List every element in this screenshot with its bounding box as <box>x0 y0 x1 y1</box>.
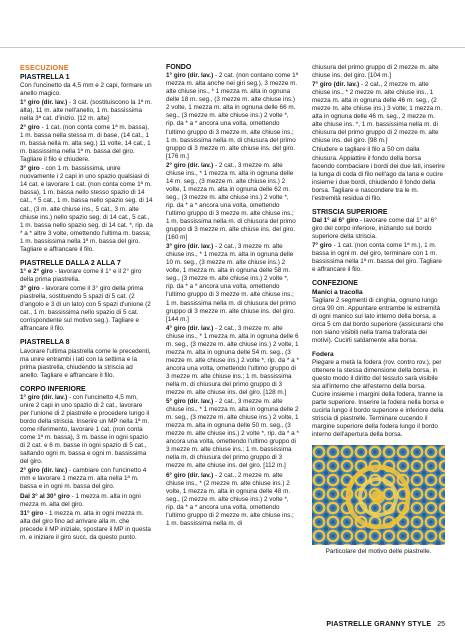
round-label: 1° giro (dir. lav.) <box>20 98 68 106</box>
paragraph: 4° giro (dir. lav.) - 2 cat., 3 mezze m. alte chiuse ins., * 1 mezza m. alta in ognuna delle 6 m. seg., (3 mezze m. alte chiuse ins.) 2 volte, 1 mezza m. alta in ognuna delle 54 m. seg., (3 mezze m. alte chiuse ins.) 2 volte *, rip. da * a * ancora una volta, omettendo l'ultimo gruppo di 3 mezze m. alte chiuse ins.; 1 m. bassissima nella m. di chiusura del primo gruppo di 3 mezze m. alte chiuse ins. del giro. [128 m.] <box>166 324 299 397</box>
round-label: 4° giro (dir. lav.) <box>166 324 214 332</box>
heading-piastrella-1: PIASTRELLA 1 <box>20 73 70 81</box>
article-columns <box>20 64 445 612</box>
paragraph: Piegare a metà la fodera (rov. contro rov.), per ottenere la stessa dimensione della borsa, in questo modo il diritto del tessuto sarà visibile sia all'interno che all'esterno della borsa. Cucire insieme i margini della fodera, tranne la parte superiore. Inserire la fodera nella borsa e cucirla lungo il bordo superiore e inferiore della striscia di piastrelle. Terminare cucendo il margine superiore della fodera lungo il bordo interno dell'apertura della borsa. <box>312 358 444 439</box>
round-label: Dal 1° al 6° giro <box>312 217 359 224</box>
paragraph: 3° giro - lavorare come il 3° giro della prima piastrella, sostituendo 5 spazi di 5 cat. (2 d'angolo e 3 di un lato) con 5 spazi d'unione (2 cat., 1 m. bassissima nello spazio di 5 cat. corrispondente sul motivo seg.). Tagliare e affrancare il filo. <box>20 285 151 333</box>
page-number: 25 <box>437 621 445 628</box>
page-footer <box>326 621 445 629</box>
footer-title: PIASTRELLE GRANNY STYLE <box>326 621 432 628</box>
round-label: 7° giro (dir. lav.) <box>312 81 360 89</box>
heading-fondo: FONDO <box>166 64 192 71</box>
paragraph: Tagliare 2 segmenti di cinghia, ognuno lungo circa 90 cm. Appuntare entrambe le estremità di ogni manico sul lato interno della borsa, a circa 5 cm dal bordo superiore (assicurarsi che non siano visibili nella trama traforata dei motivi). Cucirli saldamente alla borsa. <box>312 296 444 344</box>
round-label: 3° giro (dir. lav.) <box>166 243 214 251</box>
paragraph: chiusura del primo gruppo di 2 mezze m. alte chiuse ins. del giro. [104 m.] <box>312 64 439 80</box>
round-label: Dal 3° al 30° giro <box>20 492 70 500</box>
round-label: 31° giro <box>20 509 44 517</box>
paragraph: 2° giro (dir. lav.) - 2 cat., 3 mezze m. alte chiuse ins., * 1 mezza m. alta in ognuna delle 14 m. seg., (3 mezze m. alte chiuse ins.) 2 volte, 1 mezza m. alta in ognuna delle 62 m. seg., (3 mezze m. alte chiuse ins.) 2 volte *, rip. da * a * ancora una volta, omettendo l'ultimo gruppo di 3 mezze m. alte chiuse ins.; 1 m. bassissima nella m. di chiusura del primo gruppo di 3 mezze m. alte chiuse ins. del giro. [160 m] <box>166 161 296 242</box>
top-rule <box>0 47 465 48</box>
paragraph: 3° giro (dir. lav.) - 2 cat., 3 mezze m. alte chiuse ins., * 1 mezza m. alta in ognuna delle 10 m. seg., (3 mezze m. alte chiuse ins.) 2 volte, 1 mezza m. alta in ognuna delle 58 m. seg., (3 mezze m. alte chiuse ins.) 2 volte *, rip. da * a * ancora una volta, omettendo l'ultimo gruppo di 3 mezze m. alte chiuse ins.; 1 m. bassissima nella m. di chiusura del primo gruppo di 3 mezze m. alte chiuse ins. del giro. [144 m.] <box>166 243 296 323</box>
paragraph: Con l'uncinetto da 4,5 mm e 2 capi, formare un anello magico. <box>20 81 152 97</box>
paragraph: 5° giro (dir. lav.) - 2 cat., 3 mezze m. alte chiuse ins., * 1 mezza m. alta in ognuna delle 2 m. seg., (3 mezze m. alte chiuse ins.) 2 volte, 1 mezza m. alta in ognuna delle 50 m. seg., (3 mezze m. alte chiuse ins.) 2 volte *, rip. da * a * ancora una volta, omettendo l'ultimo gruppo di 3 mezze m. alte chiuse ins.; 1 m. bassissima nella m. di chiusura del primo gruppo di 3 mezze m. alte chiuse ins. del giro. [112 m.] <box>166 398 299 470</box>
round-label: 3° giro <box>20 285 40 293</box>
section-heading: ESECUZIONE <box>20 64 69 72</box>
paragraph: 7° giro - 1 cat. (non conta come 1ª m.), 1 m. bassa in ogni m. del giro, terminare con 1 m. bassissima nella 1ª m. bassa del giro. Tagliare e affrancare il filo. <box>312 242 442 274</box>
photo-caption: Particolare del motivo delle piastrelle. <box>325 548 432 556</box>
round-label: 1° giro (dir. lav.) <box>20 393 68 401</box>
paragraph: 7° giro (dir. lav.) - 2 cat., 2 mezze m. alte chiuse ins., * 2 mezze m. alte chiuse ins., 1 mezza m. alta in ognuna delle 46 m. seg., (2 mezze m. alte chiuse ins.) 3 volte; 1 mezza m. alta in ognuna delle 46 m. seg., 2 mezze m. alte chiuse ins. *, 1 m. bassissima nella m. di chiusura del primo gruppo di 2 mezze m. alte chiuse ins. del giro. [98 m.] <box>312 81 443 145</box>
paragraph: 1° e 2° giro - lavorare come il 1° e il 2° giro della prima piastrella. <box>20 267 142 284</box>
round-label: 1° giro (dir. lav.) <box>166 72 214 80</box>
column-1 <box>20 64 153 612</box>
paragraph: Dal 3° al 30° giro - 1 mezza m. alta in ogni mezza m. alta del giro. <box>20 492 141 508</box>
heading-piastrelle-2-7: PIASTRELLE DALLA 2 ALLA 7 <box>20 259 121 267</box>
heading-confezione: CONFEZIONE <box>312 280 358 288</box>
paragraph: 1° giro (dir. lav.) - 3 cat. (sostituiscono la 1ª m. alta), 11 m. alte nell'anello, 1 m. bassissima nella 3ª cat. d'inizio. [12 m. alte] <box>20 98 153 122</box>
paragraph: 2° giro (dir. lav.) - cambiare con l'uncinetto 4 mm e lavorare 1 mezza m. alta nella 1ª m. bassa e in ogni m. bassa del giro. <box>20 467 147 491</box>
paragraph: 3° giro - con 1 m. bassissima, unire nuovamente i 2 capi in uno spazio qualsiasi di 14 cat. e lavorare 1 cat. (non conta come 1ª m. bassa), 1 m. bassa nello stesso spazio di 14 cat., * 5 cat., 1 m. bassa nello spazio seg. di 14 cat., (3 m. alte chiuse ins., 5 cat., 3 m. alte chiuse ins.) nello spazio seg. di 14 cat., 5 cat., 1 m. bassa nello spazio seg. di 14 cat. *, rip. da * a * altre 3 volte, omettendo l'ultima m. bassa; 1 m. bassissima nella 1ª m. bassa del giro. Tagliare e affrancare il filo. <box>20 165 153 253</box>
heading-striscia-superiore: STRISCIA SUPERIORE <box>312 208 388 216</box>
paragraph: 2° giro - 1 cat. (non conta come 1ª m. bassa), 1 m. bassa nella stessa m. di base, (14 cat., 1 m. bassa nella m. alta seg.) 11 volte, 14 cat., 1 m. bassissima nella 1ª m. bassa del giro. Tagliare il filo e chiudere. <box>20 124 151 164</box>
round-label: 2° giro (dir. lav.) <box>166 161 214 169</box>
paragraph: Lavorare l'ultima piastrella come le precedenti, ma unire entrambi i lati con la settima e la prima piastrella, chiudendo la striscia ad anello. Tagliare e affrancare il filo. <box>20 347 151 379</box>
round-label: 2° giro <box>20 124 40 132</box>
round-label: 6° giro (dir. lav.) <box>166 471 214 479</box>
round-label: 3° giro <box>20 165 40 173</box>
paragraph: Chiudere e tagliare il filo a 50 cm dalla chiusura. Appiattire il fondo della borsa facendo combaciare i bordi dei due lati, inserire la lunga di coda di filo nell'ago da lana e cucire insieme i due bordi, chiudendo il fondo della borsa. Tagliare e nascondere tra le m. l'estremità residua di filo. <box>312 146 445 202</box>
column-3 <box>312 64 445 612</box>
round-label: 2° giro (dir. lav.) <box>20 467 68 475</box>
paragraph: Dal 1° al 6° giro - lavorare come dal 1° al 6° giro del corpo inferiore, iniziando sul bordo superiore della striscia. <box>312 217 437 241</box>
paragraph: 6° giro (dir. lav.) - 2 cat., 2 mezze m. alte chiuse ins., * (2 mezze m. alte chiuse ins.) 2 volte, 1 mezza m. alta in ognuna delle 48 m. seg., (2 mezze m. alte chiuse ins.) 2 volte *, rip. da * a * ancora una volta, omettendo l'ultimo gruppo di 2 mezze m. alte chiuse ins.; 1 m. bassissima nella m. di <box>166 471 294 527</box>
column-2 <box>166 64 299 612</box>
heading-piastrella-8: PIASTRELLA 8 <box>20 339 70 347</box>
paragraph: 1° giro (dir. lav.) - 2 cat. (non contano come 1ª mezza m. alta anche nei giri seg.), 3 mezze m. alte chiuse ins., * 1 mezza m. alta in ognuna delle 18 m. seg., (3 mezze m. alte chiuse ins.) 2 volte, 1 mezza m. alta in ognuna delle 66 m. seg., (3 mezze m. alte chiuse ins.) 2 volte *, rip. da * a * ancora una volta, omettendo l'ultimo gruppo di 3 mezze m. alte chiuse ins.; 1 m. bassissima nella m. di chiusura del primo gruppo di 3 mezze m. alte chiuse ins. del giro. [176 m.] <box>166 72 299 160</box>
paragraph: 31° giro - 1 mezza m. alta in ogni mezza m. alta del giro fino ad arrivare alla m. che precede il MP iniziale, spostare il MP in questa m. e iniziare il giro succ. da questo punto. <box>20 509 151 541</box>
subheading-fodera: Fodera <box>312 350 334 358</box>
crochet-detail-photo <box>312 445 445 545</box>
round-label: 7° giro <box>312 242 332 250</box>
round-label: 5° giro (dir. lav.) <box>166 398 214 406</box>
heading-corpo-inferiore: CORPO INFERIORE <box>20 385 86 393</box>
paragraph: 1° giro (dir. lav.) - con l'uncinetto 4,5 mm, unire 2 capi in uno spazio di 2 cat., lavorare per l'unione di 2 piastrelle e procedere lungo il bordo della striscia. Inserire un MP nella 1ª m. come riferimento, lavorare 1 cat. (non conta come 1ª m. bassa), 3 m. basse in ogni spazio di 2 cat. e 6 m. basse in ogni spazio di 5 cat., saltando ogni m. bassa e ogni m. bassissima del giro. <box>20 393 150 466</box>
round-label: 1° e 2° giro <box>20 267 53 275</box>
subheading-manici: Manici a tracolla <box>312 288 363 296</box>
